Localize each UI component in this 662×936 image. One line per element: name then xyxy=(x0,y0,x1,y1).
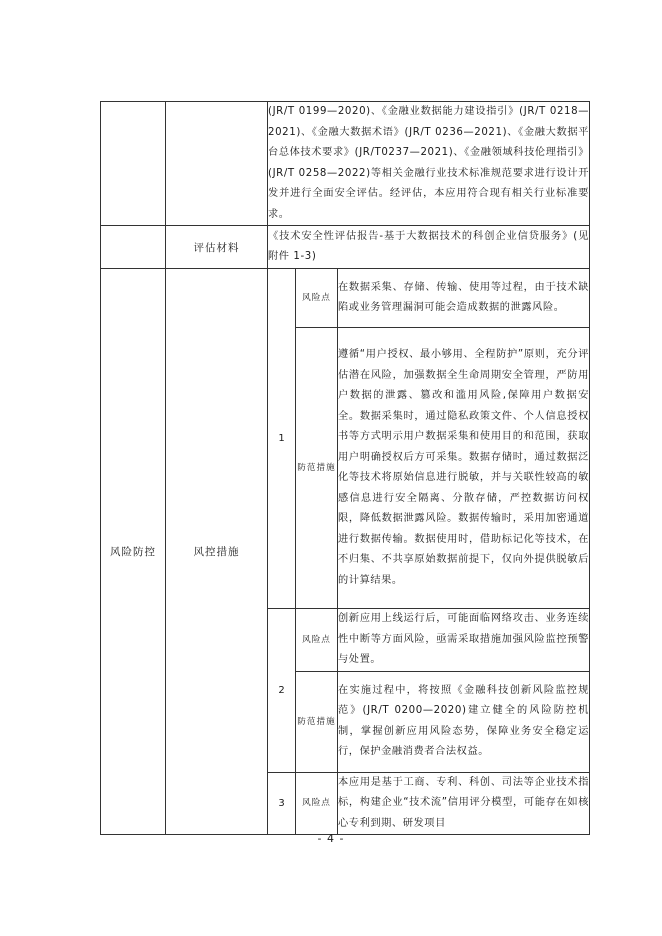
risk-point-text: 创新应用上线运行后，可能面临网络攻击、业务连续性中断等方面风险，亟需采取措施加强风险监控预警与处置。 xyxy=(338,609,590,672)
risk-number: 3 xyxy=(268,772,296,835)
blank-cell xyxy=(166,102,268,226)
assessment-table xyxy=(100,101,590,835)
measure-label: 防范措施 xyxy=(296,671,338,772)
standards-text: (JR/T 0199—2020)、《金融业数据能力建设指引》(JR/T 0218—2021)、《金融大数据术语》(JR/T 0236—2021)、《金融大数据平台总体技术要求》(JR/T0237—2021)、《金融领域科技伦理指引》(JR/T 0258—2022)等相关金融行业技术标准规范要求进行设计开发并进行全面安全评估。经评估，本应用符合现有相关行业标准要求。 xyxy=(268,102,590,226)
risk-number: 2 xyxy=(268,609,296,773)
eval-value: 《技术安全性评估报告-基于大数据技术的科创企业信贷服务》(见附件 1-3) xyxy=(268,226,590,269)
measure-text: 遵循“用户授权、最小够用、全程防护”原则，充分评估潜在风险，加强数据全生命周期安全管理，严防用户数据的泄露、篡改和滥用风险,保障用户数据安全。数据采集时，通过隐私政策文件、个人信息授权书等方式明示用户数据采集和使用目的和范围，获取用户明确授权后方可采集。数据存储时，通过数据泛化等技术将原始信息进行脱敏，并与关联性较高的敏感信息进行安全隔离、分散存储，严控数据访问权限，降低数据泄露风险。数据传输时，采用加密通道进行数据传输。数据使用时，借助标记化等技术，在不归集、不共享原始数据前提下，仅向外提供脱敏后的计算结果。 xyxy=(338,328,590,609)
measure-label: 防范措施 xyxy=(296,328,338,609)
eval-row xyxy=(101,226,590,269)
page-number: - 4 - xyxy=(317,832,345,845)
section-label: 风险防控 xyxy=(101,269,166,835)
blank-cell xyxy=(101,102,166,226)
risk-point-label: 风险点 xyxy=(296,609,338,672)
risk-number: 1 xyxy=(268,269,296,609)
risk-1-point-row xyxy=(101,269,590,328)
eval-label: 评估材料 xyxy=(166,226,268,269)
risk-point-text: 本应用是基于工商、专利、科创、司法等企业技术指标，构建企业“技术流”信用评分模型，可能存在如核心专利到期、研发项目 xyxy=(338,772,590,835)
standards-row xyxy=(101,102,590,226)
risk-point-label: 风险点 xyxy=(296,772,338,835)
blank-cell xyxy=(101,226,166,269)
section-sublabel: 风控措施 xyxy=(166,269,268,835)
risk-point-label: 风险点 xyxy=(296,269,338,328)
measure-text: 在实施过程中，将按照《金融科技创新风险监控规范》(JR/T 0200—2020)建立健全的风险防控机制，掌握创新应用风险态势，保障业务安全稳定运行，保护金融消费者合法权益。 xyxy=(338,671,590,772)
risk-point-text: 在数据采集、存储、传输、使用等过程，由于技术缺陷或业务管理漏洞可能会造成数据的泄露风险。 xyxy=(338,269,590,328)
